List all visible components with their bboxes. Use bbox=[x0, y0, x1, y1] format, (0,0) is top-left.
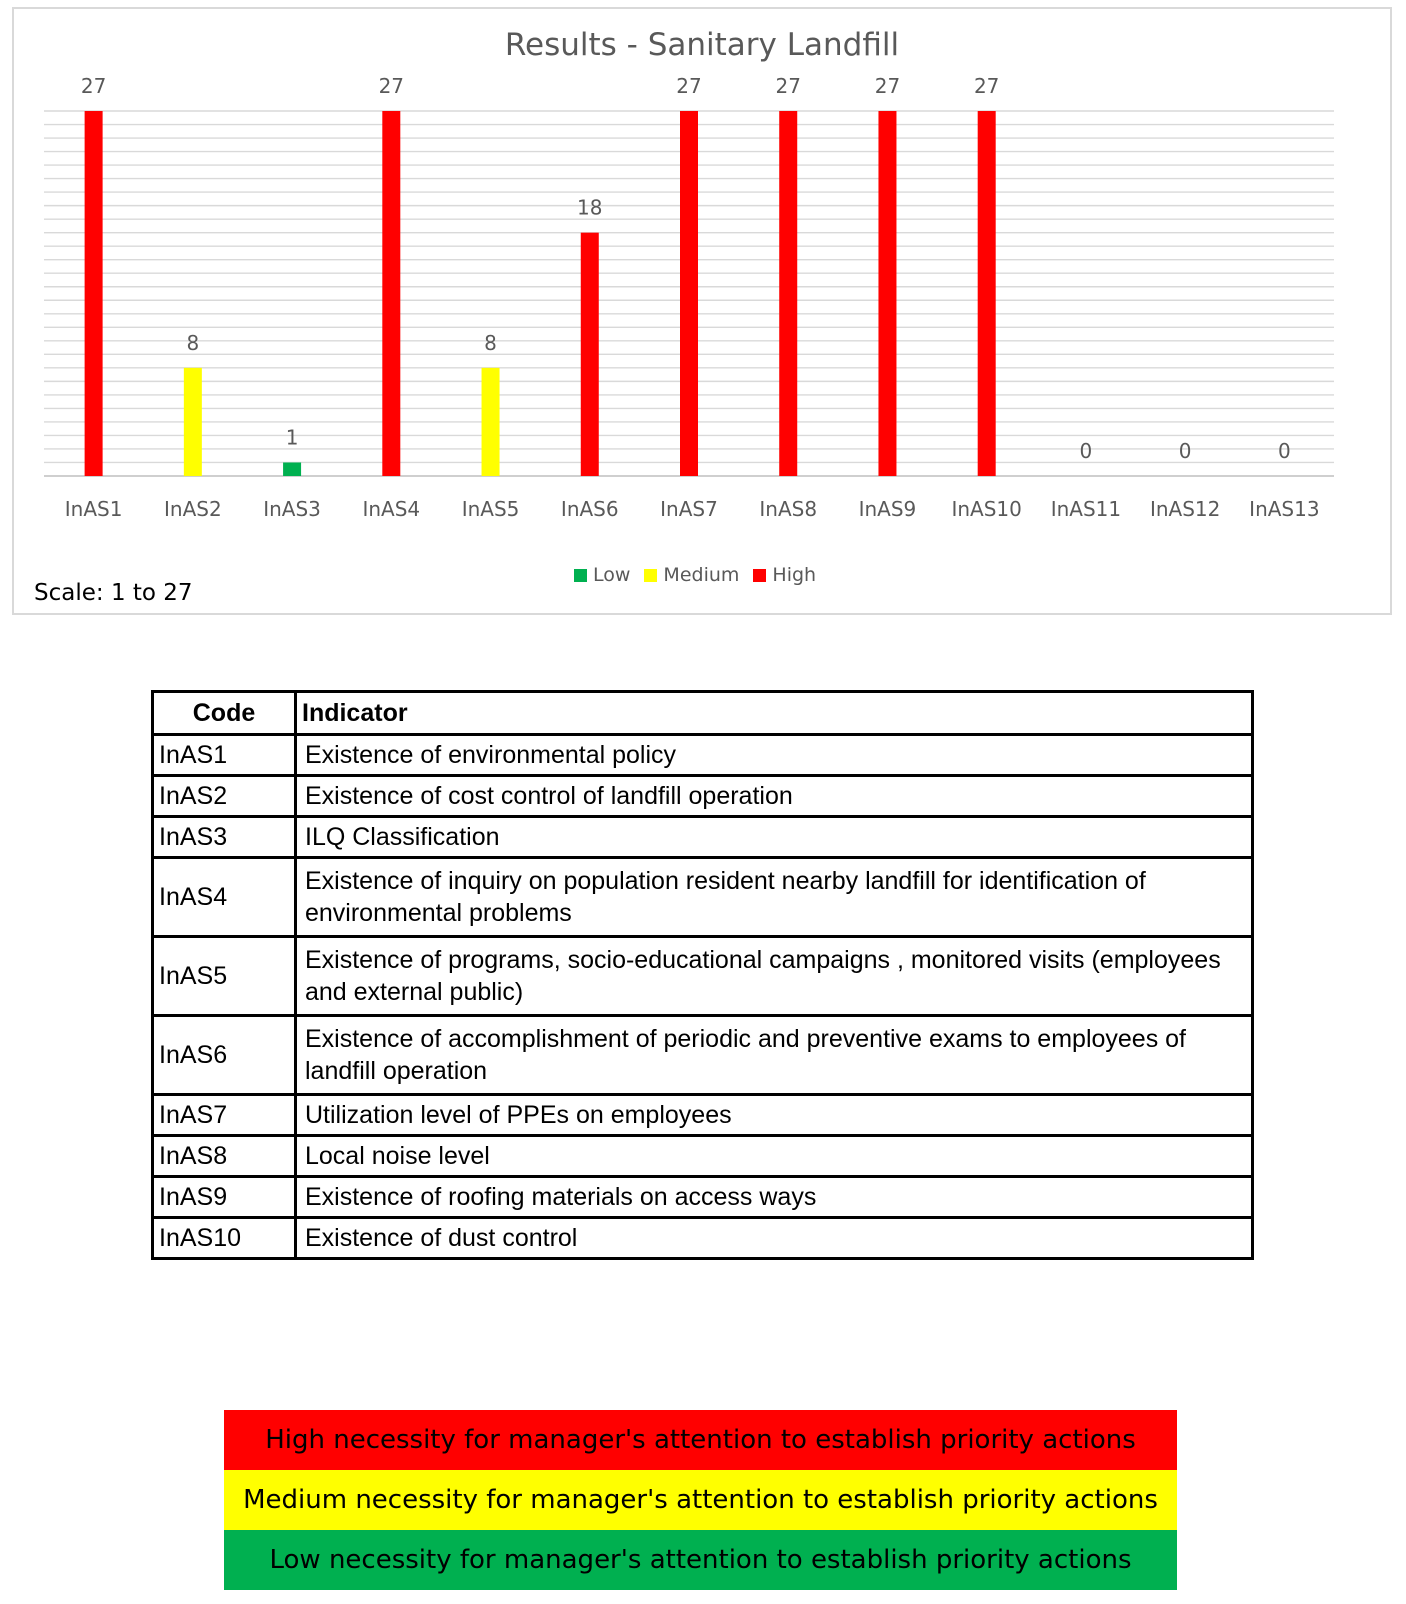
x-tick-label: InAS4 bbox=[362, 497, 421, 521]
table-row bbox=[153, 1095, 1253, 1136]
x-tick-label: InAS1 bbox=[64, 497, 123, 521]
bar-inas1 bbox=[85, 111, 103, 476]
bar-inas6 bbox=[581, 233, 599, 476]
legend-label-low: Low bbox=[593, 564, 631, 586]
x-tick-label: InAS9 bbox=[858, 497, 917, 521]
row-indicator: Existence of programs, socio-educational campaigns , monitored visits (employees and external public) bbox=[296, 937, 1253, 1016]
priority-low-box bbox=[224, 1530, 1177, 1590]
header-indicator: Indicator bbox=[296, 692, 1253, 735]
bar-inas2 bbox=[184, 368, 202, 476]
chart-panel bbox=[12, 7, 1392, 615]
legend-swatch-high bbox=[753, 569, 766, 582]
data-label-inas6: 18 bbox=[577, 195, 603, 220]
data-label-inas3: 1 bbox=[285, 425, 299, 450]
row-indicator: Existence of dust control bbox=[296, 1218, 1253, 1259]
priority-low-text: Low necessity for manager's attention to establish priority actions bbox=[269, 1545, 1132, 1575]
priority-medium-box bbox=[224, 1470, 1177, 1530]
data-label-inas11: 0 bbox=[1079, 439, 1093, 463]
priority-high-text: High necessity for manager's attention to establish priority actions bbox=[265, 1425, 1136, 1455]
row-indicator: Existence of inquiry on population resident nearby landfill for identification of environmental problems bbox=[296, 858, 1253, 937]
row-code: InAS9 bbox=[153, 1177, 296, 1218]
table-row bbox=[153, 817, 1253, 858]
bar-chart bbox=[14, 9, 1390, 613]
x-tick-label: InAS5 bbox=[461, 497, 520, 521]
x-tick-label: InAS6 bbox=[560, 497, 619, 521]
table-row bbox=[153, 1016, 1253, 1095]
data-label-inas8: 27 bbox=[775, 74, 801, 98]
priority-high-box bbox=[224, 1410, 1177, 1470]
row-indicator: Local noise level bbox=[296, 1136, 1253, 1177]
row-indicator: Existence of accomplishment of periodic and preventive exams to employees of landfill operation bbox=[296, 1016, 1253, 1095]
legend-swatch-low bbox=[574, 569, 587, 582]
table-row bbox=[153, 735, 1253, 776]
data-label-inas4: 27 bbox=[378, 74, 405, 98]
x-tick-label: InAS13 bbox=[1249, 497, 1320, 521]
legend-label-high: High bbox=[772, 564, 817, 586]
legend-item-medium bbox=[644, 564, 739, 586]
data-label-inas2: 8 bbox=[186, 330, 200, 355]
table-row bbox=[153, 776, 1253, 817]
row-code: InAS8 bbox=[153, 1136, 296, 1177]
bar-inas10 bbox=[978, 111, 996, 476]
table-row bbox=[153, 1218, 1253, 1259]
x-tick-label: InAS3 bbox=[263, 497, 321, 521]
bar-inas9 bbox=[878, 111, 896, 476]
row-indicator: Existence of roofing materials on access ways bbox=[296, 1177, 1253, 1218]
row-code: InAS5 bbox=[153, 937, 296, 1016]
legend-item-high bbox=[753, 564, 816, 586]
scale-note: Scale: 1 to 27 bbox=[34, 580, 193, 606]
bar-inas7 bbox=[680, 111, 698, 476]
data-label-inas5: 8 bbox=[484, 330, 497, 355]
legend-label-medium: Medium bbox=[663, 564, 740, 586]
data-label-inas7: 27 bbox=[676, 74, 702, 98]
bar-inas8 bbox=[779, 111, 797, 476]
x-tick-label: InAS11 bbox=[1050, 497, 1122, 521]
bar-inas4 bbox=[382, 111, 400, 476]
row-code: InAS4 bbox=[153, 858, 296, 937]
x-tick-label: InAS7 bbox=[660, 497, 718, 521]
table-row bbox=[153, 937, 1253, 1016]
data-label-inas9: 27 bbox=[874, 74, 901, 98]
priority-medium-text: Medium necessity for manager's attention to establish priority actions bbox=[243, 1485, 1158, 1515]
bar-inas5 bbox=[482, 368, 500, 476]
x-tick-label: InAS12 bbox=[1149, 497, 1221, 521]
x-tick-label: InAS10 bbox=[951, 497, 1022, 521]
chart-title: Results - Sanitary Landfill bbox=[504, 27, 900, 63]
indicator-table bbox=[151, 690, 1254, 1260]
row-indicator: Utilization level of PPEs on employees bbox=[296, 1095, 1253, 1136]
legend-swatch-medium bbox=[644, 569, 657, 582]
row-code: InAS7 bbox=[153, 1095, 296, 1136]
row-indicator: Existence of cost control of landfill operation bbox=[296, 776, 1253, 817]
row-indicator: Existence of environmental policy bbox=[296, 735, 1253, 776]
table-header-row bbox=[153, 692, 1253, 735]
row-indicator: ILQ Classification bbox=[296, 817, 1253, 858]
data-label-inas10: 27 bbox=[973, 74, 1000, 98]
row-code: InAS6 bbox=[153, 1016, 296, 1095]
row-code: InAS2 bbox=[153, 776, 296, 817]
row-code: InAS3 bbox=[153, 817, 296, 858]
table-row bbox=[153, 1177, 1253, 1218]
legend-item-low bbox=[574, 564, 630, 586]
data-label-inas12: 0 bbox=[1178, 439, 1192, 463]
data-label-inas13: 0 bbox=[1278, 439, 1291, 463]
header-code: Code bbox=[153, 692, 296, 735]
chart-legend bbox=[574, 564, 816, 586]
x-tick-label: InAS2 bbox=[164, 497, 222, 521]
row-code: InAS1 bbox=[153, 735, 296, 776]
data-label-inas1: 27 bbox=[80, 74, 107, 98]
row-code: InAS10 bbox=[153, 1218, 296, 1259]
table-row bbox=[153, 858, 1253, 937]
x-tick-label: InAS8 bbox=[759, 497, 818, 521]
bar-inas3 bbox=[283, 462, 301, 476]
table-row bbox=[153, 1136, 1253, 1177]
